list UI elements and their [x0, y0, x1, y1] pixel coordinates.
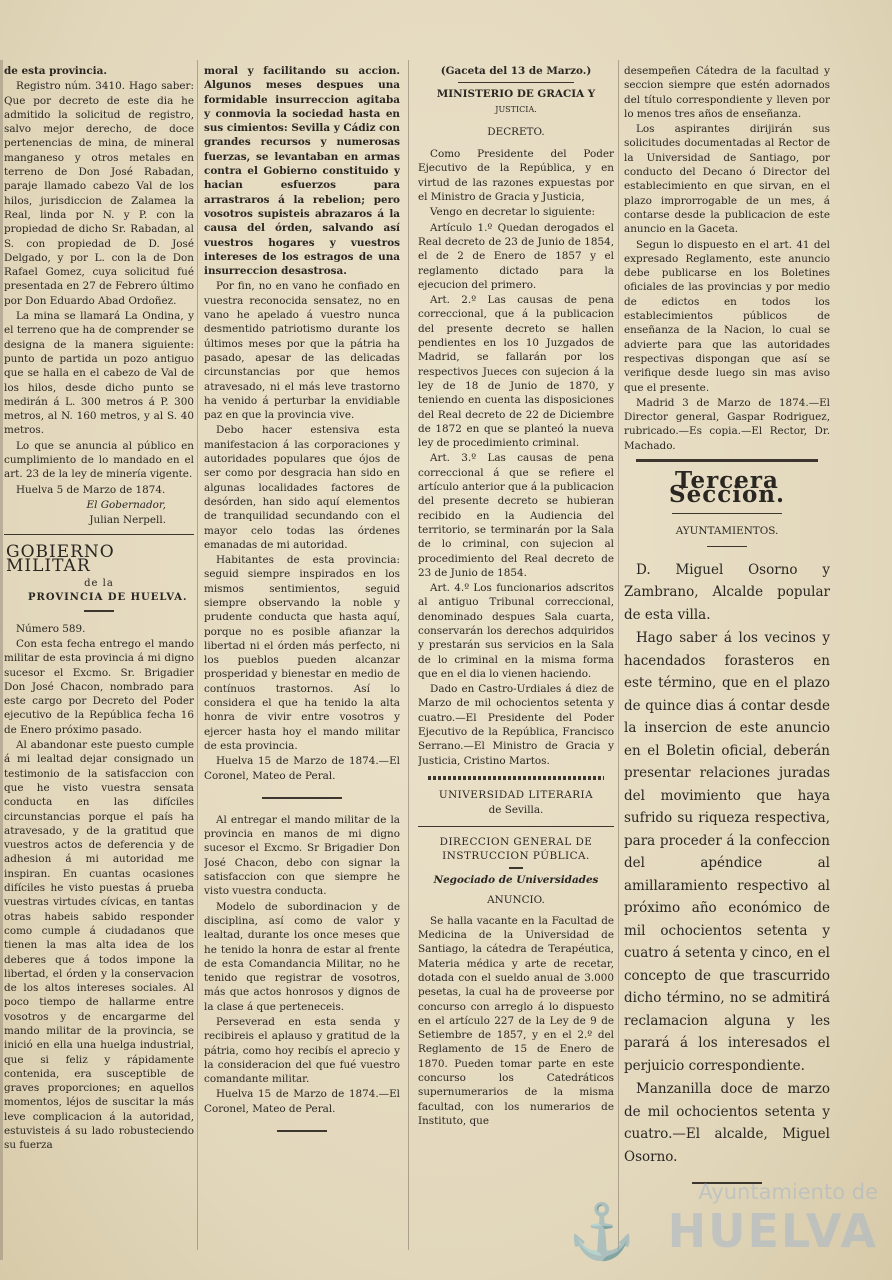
text: de esta provincia.	[4, 65, 107, 77]
text: Segun lo dispuesto en el art. 41 del expresado Reglamento, este anuncio debe publicarse en los Boletines oficiales de las provincias y por medio de edictos en todos los establecimientos públicos de enseñanza de la Nacion, lo cual se advierte para que las autoridades respectivas dispongan que así se verifique desde luego sin mas aviso que el presente.	[624, 238, 830, 394]
text: Los aspirantes dirijirán sus solicitudes documentadas al Rector de la Universidad de Santiago, por conducto del Decano ó Director del establecimiento en que sirvan, en el plazo improrrogable de un mes, á contarse desde la publicacion de este anuncio en la Gaceta.	[624, 123, 830, 236]
text: Al entregar el mando militar de la provincia en manos de mi digno sucesor el Excmo. Sr Brigadier Don José Chacon, debo con signar la satisfaccion con que siempre he visto vuestra conducta.	[204, 813, 400, 898]
page-binding	[0, 60, 3, 1260]
text: Con esta fecha entrego el mando militar de esta provincia á mi digno sucesor el Excmo. Sr. Brigadier Don José Chacon, nombrado para este cargo por Decreto del Poder ejecutivo de la República fecha 16 de Enero próximo pasado.	[4, 637, 194, 736]
column-2	[204, 64, 400, 1254]
section-heading: GOBIERNO MILITAR	[6, 541, 115, 576]
section-heading: Tercera Seccion.	[668, 467, 786, 509]
column-3	[418, 64, 614, 1254]
text: Al abandonar este puesto cumple á mi lealtad dejar consignado un testimonio de la satisfaccion con que he visto vuestra sensata conducta en las difíciles circunstancias porque el país ha atravesado, y de la gratitud que vuestros actos de deferencia y de adhesion á mi autoridad me inspiran. En cuantas ocasiones difíciles he visto puestas á prueba vuestras virtudes cívicas, en tantas otras habeis sabido responder como cumple á ciudadanos que tienen la mas alta idea de los deberes que á todos impone la libertad, el órden y la conservacion de los altos intereses sociales. Al poco tiempo de hallarme entre vosotros y de encargarme del mando militar de la provincia, se inició en ella una huelga industrial, que si feliz y rápidamente contenida, era susceptible de graves proporciones; en aquellos momentos, léjos de suscitar la más leve complicacion á la autoridad, estuvisteis á su lado robusteciendo su fuerza	[4, 739, 194, 1152]
date-line: Huelva 15 de Marzo de 1874.—El Coronel, Mateo de Peral.	[204, 755, 400, 782]
column-divider	[197, 60, 198, 1250]
separator	[4, 534, 194, 535]
section-heading: MINISTERIO DE GRACIA Y	[436, 88, 596, 101]
text: Hago saber á los vecinos y hacendados forasteros en este término, que en el plazo de quince dias á contar desde la insercion de este anuncio en el Boletin oficial, deberán presentar relaciones juradas del movimiento que haya sufrido su riqueza respectiva, para proceder á la confeccion del apéndice al amillaramiento respectivo al próximo año económico de mil ochocientos setenta y cuatro á setenta y cinco, en el concepto de que trascurrido dicho término, no se admitirá reclamacion alguna y les parará á los interesados el perjuicio correspondiente.	[624, 630, 830, 1074]
column-divider	[408, 60, 409, 1250]
subheading: Negociado de Universidades	[433, 874, 599, 887]
watermark-main: HUELVA	[667, 1204, 878, 1258]
text: D. Miguel Osorno y Zambrano, Alcalde popular de esta villa.	[624, 561, 830, 623]
subheading: DIRECCION GENERAL DE INSTRUCCION PÚBLICA.	[439, 835, 593, 862]
date-line: Huelva 5 de Marzo de 1874.	[16, 483, 166, 496]
text: Se halla vacante en la Facultad de Medicina de la Universidad de Santiago, la cátedra de Terapéutica, Materia médica y arte de recetar, dotada con el sueldo anual de 3.000 pesetas, la cual ha de proveerse por concurso con arreglo á lo dispuesto en el artículo 227 de la Ley de 9 de Setiembre de 1857, y en el 2.º del Reglamento de 15 de Enero de 1870. Pueden tomar parte en este concurso los Catedráticos supernumerarios de la misma facultad, con los numerarios de Instituto, que	[418, 914, 614, 1127]
separator	[692, 1182, 762, 1184]
source-line: (Gaceta del 13 de Marzo.)	[440, 65, 592, 77]
subheading: JUSTICIA.	[495, 104, 537, 114]
text: Por fin, no en vano he confiado en vuestra reconocida sensatez, no en vano he apelado á vuestro nunca desmentido patriotismo durante los últimos meses por que la pátria ha pasado, apesar de las delicadas circunstancias por que hemos atravesado, ni el más leve trastorno ha venido á perturbar la envidiable paz en que la provincia vive.	[204, 280, 400, 422]
number-line: Número 589.	[16, 622, 86, 635]
separator	[458, 82, 574, 83]
subheading: de la	[84, 578, 114, 590]
text: Habitantes de esta provincia: seguid siempre inspirados en los mismos sentimientos, seguid siempre observando la noble y prudente conducta que hasta aquí, porque no es posible afianzar la libertad ni el órden más perfecto, ni los pueblos pueden alcanzar prosperidad y bienestar en medio de contínuos trastornos. Así lo considera el que ha tenido la alta honra de vivir entre vosotros y ejercer hasta hoy el mando militar de esta provincia.	[204, 554, 400, 752]
text: Manzanilla doce de marzo de mil ochocientos setenta y cuatro.—El alcalde, Miguel Osorno.	[624, 1081, 830, 1165]
text: Art. 4.º Los funcionarios adscritos al antiguo Tribunal correccional, denominado despues Sala cuarta, conservarán los derechos adquiridos y prestarán sus servicios en la Sala de lo criminal en la misma forma que en el dia lo vienen haciendo.	[418, 582, 614, 680]
column-1	[4, 64, 194, 1254]
signature-title: El Gobernador,	[86, 498, 166, 511]
text: La mina se llamará La Ondina, y el terreno que ha de comprender se designa de la manera siguiente: punto de partida un pozo antiguo que se halla en el cabezo de Val de los hilos, desde dicho punto se medirán á L. 300 metros á P. 300 metros, al N. 160 metros, y al S. 40 metros.	[4, 310, 194, 437]
separator	[509, 867, 523, 869]
text: Lo que se anuncia al público en cumplimiento de lo mandado en el art. 23 de la ley de minería vigente.	[4, 439, 194, 481]
watermark-top: Ayuntamiento de	[698, 1180, 878, 1204]
text: Artículo 1.º Quedan derogados el Real decreto de 23 de Junio de 1854, el de 2 de Enero de 1857 y el reglamento dictado para la ejecucion del primero.	[418, 221, 614, 291]
text: Art. 2.º Las causas de pena correccional, que á la publicacion del presente decreto se hallen pendientes en los 10 Juzgados de Madrid, se fallarán por los respectivos Jueces con sujecion á la ley de 18 de Junio de 1870, y teniendo en cuenta las disposiciones del Real decreto de 22 de Diciembre de 1872 en que se planteó la nueva ley de procedimiento criminal.	[418, 294, 614, 450]
signature-name: Julian Nerpell.	[89, 514, 166, 527]
ship-icon: ⚓	[568, 1200, 636, 1263]
separator	[707, 546, 747, 547]
subheading: PROVINCIA DE HUELVA.	[28, 592, 188, 604]
section-heading: UNIVERSIDAD LITERARIA	[438, 788, 594, 801]
text: Art. 3.º Las causas de pena correccional á que se refiere el artículo anterior que á la publicacion del presente decreto se hubieran recibido en la Audiencia del territorio, se terminarán por la Sala de lo criminal, con sujecion al procedimiento del Real decreto de 23 de Junio de 1854.	[418, 452, 614, 579]
text: Dado en Castro-Urdiales á diez de Marzo de mil ochocientos setenta y cuatro.—El Presidente del Poder Ejecutivo de la República, Francisco Serrano.—El Ministro de Gracia y Justicia, Cristino Martos.	[418, 683, 614, 767]
separator	[277, 1130, 327, 1132]
text: Registro núm. 3410. Hago saber: Que por decreto de este dia he admitido la solicitud de registro, salvo mejor derecho, de doce pertenencias de mina, de mineral manganeso y otros metales en terreno de Don José Rabadan, paraje llamado cabezo Val de los hilos, jurisdiccion de Zalamea la Real, linda por N. y P. con la propiedad de dicho Sr. Rabadan, al S. con propiedad de D. José Delgado, y por L. con la de Don Rafael Gomez, cuya solicitud fué presentada en 27 de Febrero último por Don Eduardo Abad Ordoñez.	[4, 80, 194, 307]
text: Modelo de subordinacion y de disciplina, así como de valor y lealtad, durante los once meses que he tenido la honra de estar al frente de esta Comandancia Militar, no he tenido que registrar de vosotros, más que actos honrosos y dignos de la clase á que perteneceis.	[204, 900, 400, 1013]
column-4	[624, 64, 830, 1254]
separator	[428, 776, 604, 780]
date-line: Huelva 15 de Marzo de 1874.—El Coronel, Mateo de Peral.	[204, 1088, 400, 1115]
text: Debo hacer estensiva esta manifestacion á las corporaciones y autoridades populares que ójos de ser como por desgracia han sido en algunas localidades factores de desórden, han sido aquí elementos de tranquilidad secundando con el mayor celo todas las órdenes emanadas de mi autoridad.	[204, 424, 400, 551]
separator	[418, 826, 614, 827]
subheading: DECRETO.	[487, 125, 545, 138]
text: Perseverad en esta senda y recibireis el aplauso y gratitud de la pátria, como hoy recibís el aprecio y la consideracion del que fué vuestro comandante militar.	[204, 1016, 400, 1086]
text: moral y facilitando su accion. Algunos meses despues una formidable insurreccion agitaba y conmovia la sociedad hasta en sus cimientos: Sevilla y Cádiz con grandes recursos y numerosas fuerzas, se levantaban en armas contra el Gobierno constituido y hacian esfuerzos para arrastraros á la rebelion; pero vosotros supisteis abrazaros á la causa del órden, salvando así vuestros hogares y vuestros intereses de los estragos de una insurreccion desastrosa.	[204, 65, 400, 278]
text: Como Presidente del Poder Ejecutivo de la República, y en virtud de las razones expuestas por el Ministro de Gracia y Justicia,	[418, 148, 614, 204]
separator	[672, 513, 782, 514]
subheading: de Sevilla.	[488, 804, 544, 817]
separator	[636, 459, 818, 462]
text: desempeñen Cátedra de la facultad y seccion siempre que estén adornados del título correspondiente y lleven por lo menos tres años de enseñanza.	[624, 65, 830, 120]
text: Vengo en decretar lo siguiente:	[430, 206, 595, 219]
text: Madrid 3 de Marzo de 1874.—El Director general, Gaspar Rodriguez, rubricado.—Es copia.—El Rector, Dr. Machado.	[624, 396, 830, 452]
separator	[262, 797, 342, 799]
column-divider	[618, 60, 619, 1250]
subheading: ANUNCIO.	[487, 894, 545, 907]
subheading: AYUNTAMIENTOS.	[675, 524, 779, 537]
separator	[84, 610, 114, 612]
